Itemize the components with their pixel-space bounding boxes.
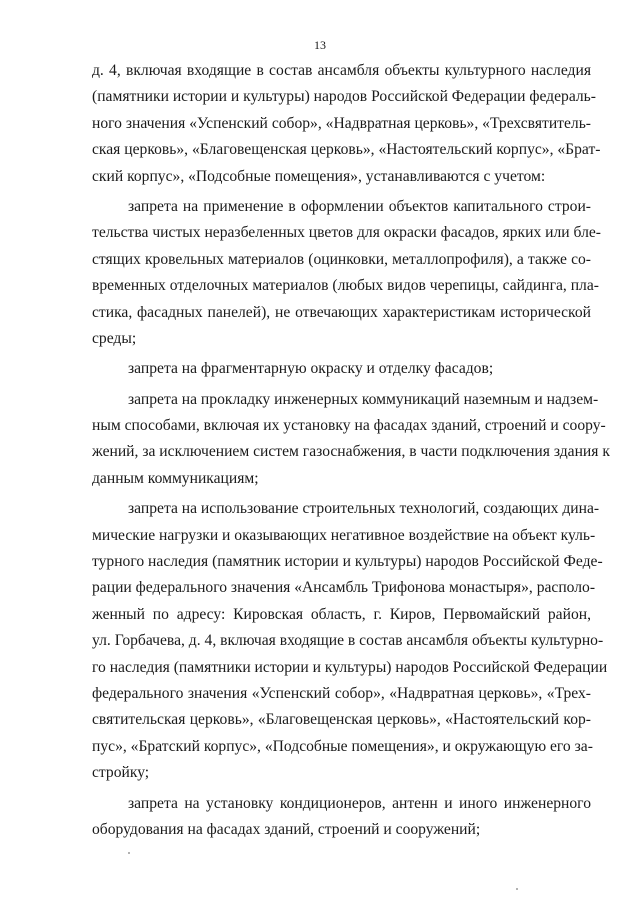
paragraph [92,58,601,190]
page-number: 13 [314,38,326,52]
text-line: рации федерального значения «Ансамбль Трифонова монастыря», располо- [92,579,596,597]
text-line: стящих кровельных материалов (оцинковки, металлопрофиля), а также со- [92,250,591,268]
text-line: тельства чистых неразбеленных цветов для окраски фасадов, ярких или бле- [92,224,601,242]
text-line: запрета на установку кондиционеров, антенн и иного инженерного [128,794,591,812]
text-line: стройку; [92,764,150,782]
text-line: ул. Горбачева, д. 4, включая входящие в состав ансамбля объекты культурно- [92,632,604,650]
text-line: запрета на фрагментарную окраску и отделку фасадов; [128,360,494,378]
scan-speck [128,852,130,854]
text-line: запрета на прокладку инженерных коммуникаций наземным и надзем- [128,390,599,408]
text-line: пус», «Братский корпус», «Подсобные помещения», и окружающую его за- [92,737,593,755]
text-line: мические нагрузки и оказывающих негативное воздействие на объект куль- [92,526,596,544]
text-line: запрета на использование строительных технологий, создающих дина- [128,500,600,518]
text-line: жений, за исключением систем газоснабжения, в части подключения здания к [92,443,610,461]
text-line: д. 4, включая входящие в состав ансамбля объекты культурного наследия [92,62,591,79]
paragraph [92,194,601,352]
paragraph [92,496,608,786]
paragraph [92,791,591,844]
paragraph [92,356,591,382]
text-line: ский корпус», «Подсобные помещения», устанавливаются с учетом: [92,167,546,185]
text-line: святительская церковь», «Благовещенская церковь», «Настоятельский кор- [92,711,591,729]
paragraph [92,387,610,493]
text-line: ного значения «Успенский собор», «Надвратная церковь», «Трехсвятитель- [92,114,591,132]
text-line: федерального значения «Успенский собор», «Надвратная церковь», «Трех- [92,684,591,702]
text-line: (памятники истории и культуры) народов Российской Федерации федераль- [92,88,596,106]
text-line: женный по адресу: Кировская область, г. Киров, Первомайский район, [92,605,591,623]
scan-speck [516,888,518,890]
text-line: временных отделочных материалов (любых видов черепицы, сайдинга, пла- [92,277,599,295]
text-line: среды; [92,329,137,347]
text-line: стика, фасадных панелей), не отвечающих характеристикам исторической [92,303,591,321]
text-line: данным коммуникациям; [92,469,259,487]
text-line: ным способами, включая их установку на фасадах зданий, строений и соору- [92,417,606,435]
text-line: турного наследия (памятник истории и культуры) народов Российской Феде- [92,553,603,571]
text-line: го наследия (памятники истории и культуры) народов Российской Федерации [92,658,608,676]
body-text [92,58,610,843]
text-line: запрета на применение в оформлении объектов капитального строи- [128,197,591,215]
text-line: оборудования на фасадах зданий, строений и сооружений; [92,820,481,838]
text-line: ская церковь», «Благовещенская церковь», «Настоятельский корпус», «Брат- [92,141,601,159]
